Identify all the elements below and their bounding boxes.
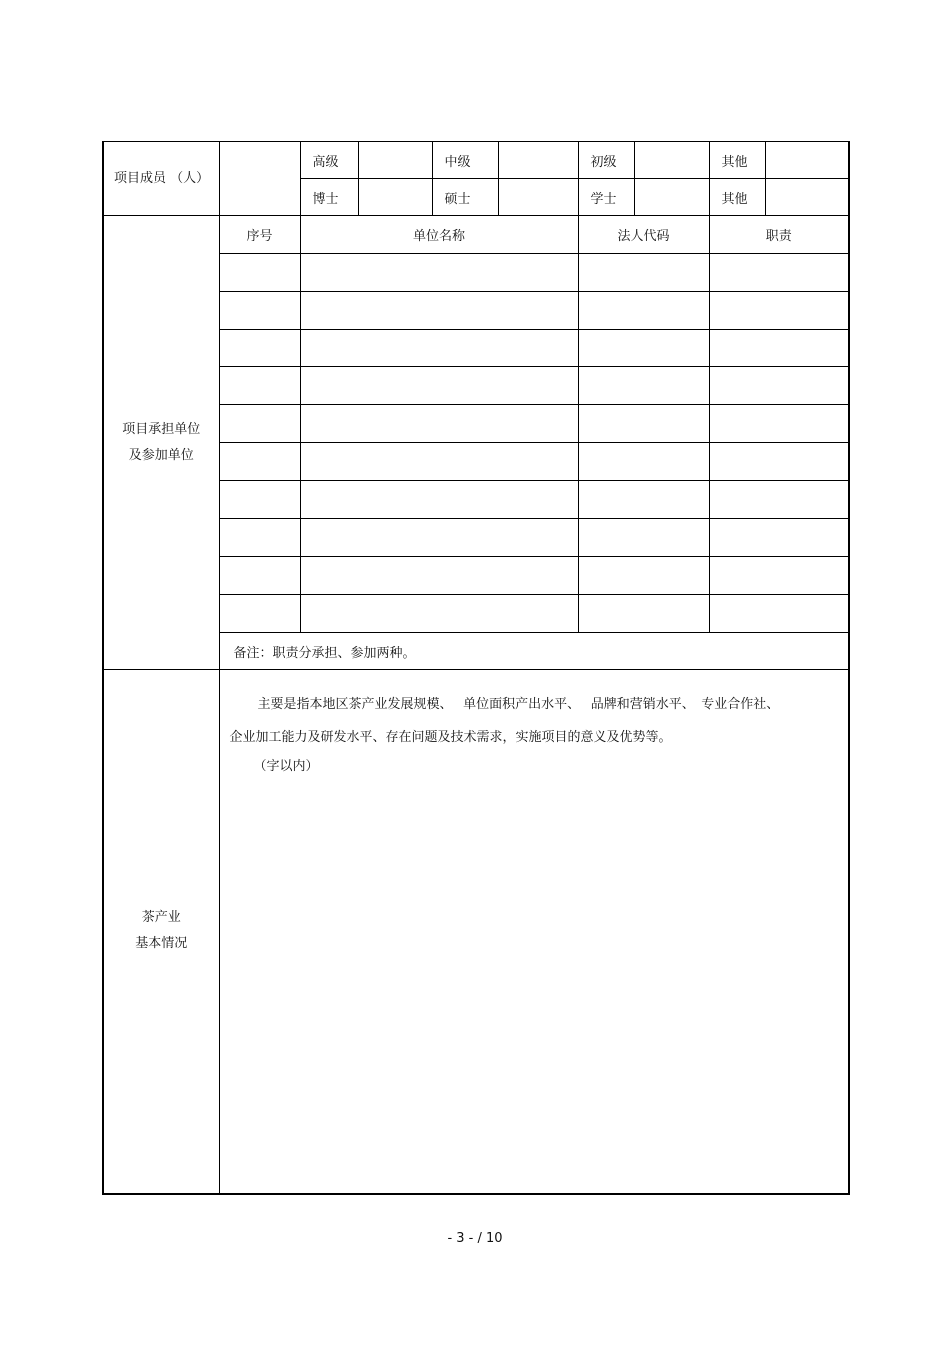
unit-duty-cell[interactable] xyxy=(709,443,849,481)
degree-master-label: 硕士 xyxy=(432,179,498,216)
industry-label-line2: 基本情况 xyxy=(135,936,188,952)
unit-code-cell[interactable] xyxy=(578,367,709,405)
members-row-1 xyxy=(103,142,849,179)
unit-name-cell[interactable] xyxy=(300,367,578,405)
units-note: 备注：职责分承担、参加两种。 xyxy=(219,633,849,670)
units-label-line1: 项目承担单位 xyxy=(122,421,201,437)
unit-code-cell[interactable] xyxy=(578,595,709,633)
degree-bachelor-field[interactable] xyxy=(634,179,709,216)
unit-serial-cell[interactable] xyxy=(219,519,300,557)
units-label-line2: 及参加单位 xyxy=(128,447,194,463)
unit-code-cell[interactable] xyxy=(578,519,709,557)
unit-duty-cell[interactable] xyxy=(709,557,849,595)
unit-code-cell[interactable] xyxy=(578,292,709,330)
unit-name-cell[interactable] xyxy=(300,405,578,443)
grade-other-label: 其他 xyxy=(709,142,765,179)
word-limit-hint: （字以内） xyxy=(253,759,319,774)
degree-phd-field[interactable] xyxy=(358,179,432,216)
unit-code-cell[interactable] xyxy=(578,330,709,367)
unit-serial-cell[interactable] xyxy=(219,405,300,443)
degree-other-label: 其他 xyxy=(709,179,765,216)
unit-name-cell[interactable] xyxy=(300,292,578,330)
units-header-row xyxy=(103,216,849,254)
unit-name-cell[interactable] xyxy=(300,595,578,633)
unit-serial-cell[interactable] xyxy=(219,292,300,330)
unit-serial-cell[interactable] xyxy=(219,595,300,633)
members-label: 项目成员 （人） xyxy=(103,142,219,216)
unit-serial-cell[interactable] xyxy=(219,254,300,292)
col-header-unit-name: 单位名称 xyxy=(300,216,578,254)
unit-duty-cell[interactable] xyxy=(709,405,849,443)
unit-name-cell[interactable] xyxy=(300,557,578,595)
unit-duty-cell[interactable] xyxy=(709,367,849,405)
col-header-serial: 序号 xyxy=(219,216,300,254)
project-form-table xyxy=(102,141,850,1195)
unit-serial-cell[interactable] xyxy=(219,367,300,405)
unit-name-cell[interactable] xyxy=(300,481,578,519)
unit-code-cell[interactable] xyxy=(578,405,709,443)
unit-serial-cell[interactable] xyxy=(219,443,300,481)
unit-duty-cell[interactable] xyxy=(709,254,849,292)
unit-code-cell[interactable] xyxy=(578,254,709,292)
col-header-duty: 职责 xyxy=(709,216,849,254)
degree-bachelor-label: 学士 xyxy=(578,179,634,216)
col-header-legal-code: 法人代码 xyxy=(578,216,709,254)
industry-desc-line2: 企业加工能力及研发水平、存在问题及技术需求，实施项目的意义及优势等。 xyxy=(229,730,672,745)
industry-label-line1: 茶产业 xyxy=(141,910,181,926)
unit-duty-cell[interactable] xyxy=(709,481,849,519)
unit-serial-cell[interactable] xyxy=(219,330,300,367)
unit-name-cell[interactable] xyxy=(300,330,578,367)
unit-duty-cell[interactable] xyxy=(709,292,849,330)
unit-code-cell[interactable] xyxy=(578,481,709,519)
grade-junior-field[interactable] xyxy=(634,142,709,179)
unit-name-cell[interactable] xyxy=(300,519,578,557)
unit-duty-cell[interactable] xyxy=(709,595,849,633)
grade-junior-label: 初级 xyxy=(578,142,634,179)
unit-code-cell[interactable] xyxy=(578,557,709,595)
unit-duty-cell[interactable] xyxy=(709,330,849,367)
grade-other-field[interactable] xyxy=(765,142,849,179)
grade-senior-label: 高级 xyxy=(300,142,358,179)
units-label xyxy=(103,216,219,670)
unit-serial-cell[interactable] xyxy=(219,557,300,595)
unit-name-cell[interactable] xyxy=(300,254,578,292)
page-number: - 3 - / 10 xyxy=(447,1231,503,1246)
grade-intermediate-label: 中级 xyxy=(432,142,498,179)
unit-code-cell[interactable] xyxy=(578,443,709,481)
industry-desc-line1: 主要是指本地区茶产业发展规模、 单位面积产出水平、 品牌和营销水平、 专业合作社、 xyxy=(257,697,780,712)
degree-other-field[interactable] xyxy=(765,179,849,216)
industry-row xyxy=(103,670,849,1194)
grade-senior-field[interactable] xyxy=(358,142,432,179)
degree-phd-label: 博士 xyxy=(300,179,358,216)
unit-name-cell[interactable] xyxy=(300,443,578,481)
unit-duty-cell[interactable] xyxy=(709,519,849,557)
members-total-field[interactable] xyxy=(219,142,300,216)
grade-intermediate-field[interactable] xyxy=(498,142,578,179)
industry-label xyxy=(103,670,219,1194)
degree-master-field[interactable] xyxy=(498,179,578,216)
industry-description-field[interactable] xyxy=(219,670,849,1194)
unit-serial-cell[interactable] xyxy=(219,481,300,519)
